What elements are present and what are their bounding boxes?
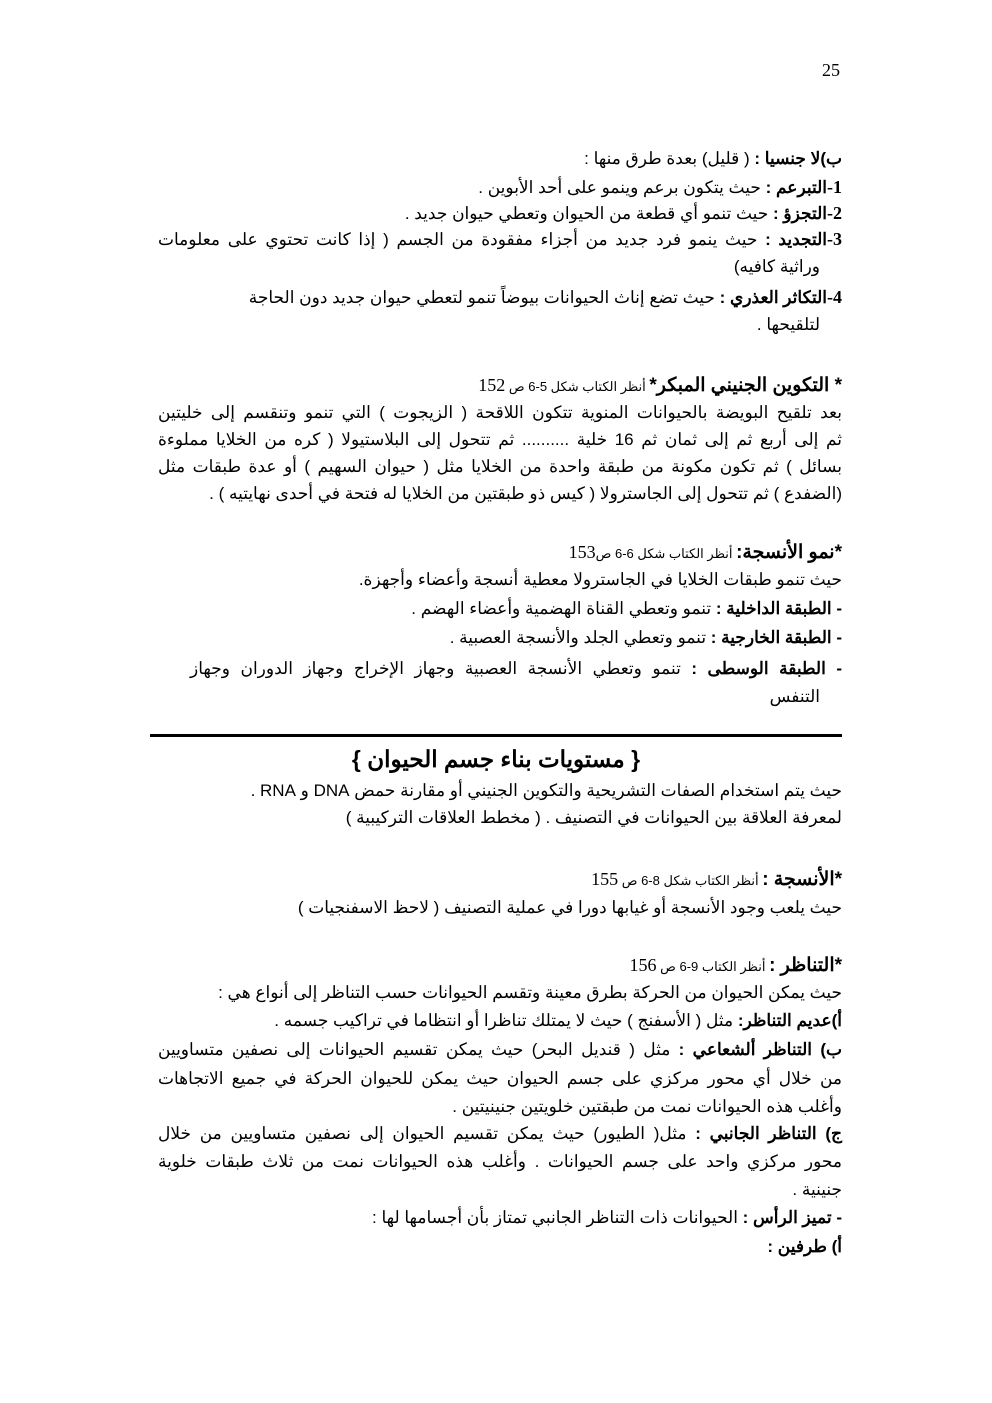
tissues-heading-line: *الأنسجة : أنظر الكتاب شكل 8-6 ص 155: [591, 869, 842, 890]
symmetry-a: أ)عديم التناظر: مثل ( الأسفنج ) حيث لا يمتلك تناظرا أو انتظاما في تراكيب جسمه .: [274, 1011, 842, 1030]
asexual-item-4: 4-التكاثر العذري : حيث تضع إناث الحيوانات بيوضاً تنمو لتعطي حيوان جديد دون الحاجة: [248, 287, 842, 307]
symmetry-c-line-2: محور مركزي واحد على جسم الحيوانات . وأغلب هذه الحيوانات نمت من ثلاث طبقات خلوية: [158, 1152, 842, 1171]
embryo-heading: * التكوين الجنيني المبكر*: [649, 375, 842, 396]
section-divider: [150, 734, 842, 737]
symmetry-b-line-3: وأغلب هذه الحيوانات نمت من طبقتين خلويتين جنينيتين .: [452, 1097, 842, 1116]
tissues-growth-heading: *نمو الأنسجة:: [736, 542, 842, 563]
asexual-item-3: 3-التجديد : حيث ينمو فرد جديد من أجزاء مفقودة من الجسم ( إذا كانت تحتوي على معلومات: [158, 229, 843, 249]
symmetry-b: ب) التناظر ألشعاعي : مثل ( قنديل البحر) حيث يمكن تقسيم الحيوانات إلى نصفين متساويين: [158, 1040, 842, 1059]
embryo-line-3: بسائل ) ثم تكون مكونة من طبقة واحدة من الخلايا مثل ( حيوان السهيم ) أو عدة طبقات مثل: [158, 457, 842, 476]
symmetry-e: أ) طرفين :: [767, 1237, 842, 1256]
tissues-growth-item-1: - الطبقة الداخلية : تنمو وتعطي القناة الهضمية وأعضاء الهضم .: [411, 599, 842, 618]
tissues-heading: *الأنسجة :: [762, 869, 842, 890]
tissues-growth-item-3: - الطبقة الوسطى : تنمو وتعطي الأنسجة العصبية وجهاز الإخراج وجهاز الدوران وجهاز: [190, 659, 842, 678]
symmetry-c-line-3: جنينية .: [792, 1180, 842, 1199]
tissues-growth-item-3-cont: التنفس: [769, 687, 820, 706]
symmetry-intro: حيث يمكن الحيوان من الحركة بطرق معينة وتقسم الحيوانات حسب التناظر إلى أنواع هي :: [218, 983, 842, 1002]
embryo-heading-line: * التكوين الجنيني المبكر* أنظر الكتاب شكل 5-6 ص 152: [478, 375, 842, 396]
asexual-item-4-cont: لتلقيحها .: [756, 315, 820, 334]
tissues-growth-heading-line: *نمو الأنسجة: أنظر الكتاب شكل 6-6 ص153: [568, 542, 842, 563]
symmetry-heading-line: *التناظر : أنظر الكتاب 9-6 ص 156: [629, 955, 842, 976]
symmetry-c: ج) التناظر الجانبي : مثل( الطيور) حيث يمكن تقسيم الحيوان إلى نصفين متساويين من خلال: [158, 1124, 842, 1143]
symmetry-b-line-2: من خلال أي محور مركزي على جسم الحيوان حيث يمكن للحيوان الحركة في جميع الاتجاهات: [158, 1069, 842, 1088]
levels-line-1: حيث يتم استخدام الصفات التشريحية والتكوين الجنيني أو مقارنة حمض DNA و RNA .: [250, 781, 842, 800]
asexual-heading-line: [158, 146, 842, 172]
symmetry-heading: *التناظر :: [769, 955, 842, 976]
asexual-item-3-cont: وراثية كافيه): [733, 257, 820, 276]
levels-line-2: لمعرفة العلاقة بين الحيوانات في التصنيف . ( مخطط العلاقات التركيبية ): [345, 808, 842, 827]
embryo-line-4: (الضفدع ) ثم تتحول إلى الجاسترولا ( كيس ذو طبقتين من الخلايا له فتحة في أحدى نهايتيه ) .: [209, 484, 842, 503]
asexual-item-1: 1-التبرعم : حيث يتكون برعم وينمو على أحد الأبوين .: [478, 177, 842, 197]
levels-title: { مستويات بناء جسم الحيوان }: [351, 746, 641, 772]
embryo-line-1: بعد تلقيح البويضة بالحيوانات المنوية تتكون اللاقحة ( الزيجوت ) التي تنمو وتنقسم إلى خليتين: [158, 403, 842, 422]
page-number: 25: [822, 60, 840, 80]
tissues-growth-item-2: - الطبقة الخارجية : تنمو وتعطي الجلد والأنسجة العصبية .: [449, 628, 842, 647]
tissues-growth-intro: حيث تنمو طبقات الخلايا في الجاسترولا معطية أنسجة وأعضاء وأجهزة.: [358, 570, 842, 589]
symmetry-d: - تميز الرأس : الحيوانات ذات التناظر الجانبي تمتاز بأن أجسامها لها :: [372, 1208, 842, 1227]
asexual-heading: ب)لا جنسيا :: [754, 149, 842, 168]
asexual-item-2: 2-التجزؤ : حيث تنمو أي قطعة من الحيوان وتعطي حيوان جديد .: [404, 203, 842, 223]
tissues-text: حيث يلعب وجود الأنسجة أو غيابها دورا في عملية التصنيف ( لاحظ الاسفنجيات ): [297, 898, 842, 917]
asexual-heading-rest: ( قليل) بعدة طرق منها :: [584, 149, 755, 168]
embryo-line-2: ثم إلى أربع ثم إلى ثمان ثم 16 خلية .......... ثم تتحول إلى البلاستيولا ( كره من الخلايا مملوءة: [158, 430, 843, 449]
